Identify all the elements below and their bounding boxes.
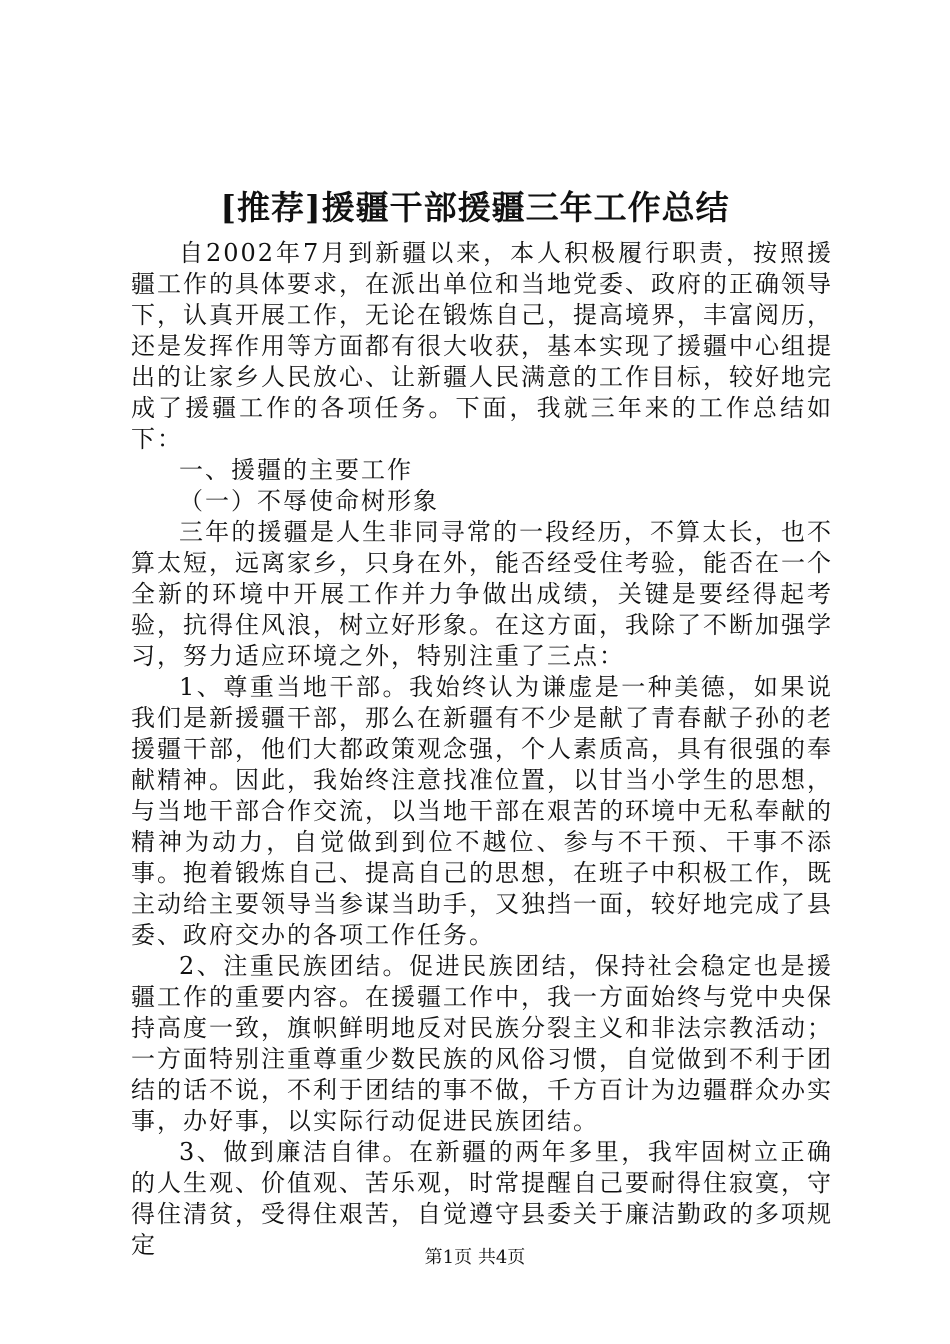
body-paragraph: 3、做到廉洁自律。在新疆的两年多里，我牢固树立正确的人生观、价值观、苦乐观，时常提醒自己要耐得住寂寞，守得住清贫，受得住艰苦，自觉遵守县委关于廉洁勤政的多项规定 (131, 1138, 833, 1259)
subsection-heading: （一）不辱使命树形象 (179, 487, 439, 515)
body-paragraph: 2、注重民族团结。促进民族团结，保持社会稳定也是援疆工作的重要内容。在援疆工作中，我一方面始终与党中央保持高度一致，旗帜鲜明地反对民族分裂主义和非法宗教活动；一方面特别注重尊重少数民族的风俗习惯，自觉做到不利于团结的话不说，不利于团结的事不做，千方百计为边疆群众办实事，办好事，以实际行动促进民族团结。 (131, 952, 833, 1135)
section-heading: 一、援疆的主要工作 (179, 456, 413, 484)
page-footer: 第1页 共4页 (424, 1247, 526, 1268)
document-body (131, 238, 833, 1261)
intro-paragraph: 自2002年7月到新疆以来，本人积极履行职责，按照援疆工作的具体要求，在派出单位和当地党委、政府的正确领导下，认真开展工作，无论在锻炼自己，提高境界，丰富阅历，还是发挥作用等方面都有很大收获，基本实现了援疆中心组提出的让家乡人民放心、让新疆人民满意的工作目标，较好地完成了援疆工作的各项任务。下面，我就三年来的工作总结如下： (131, 239, 833, 453)
document-title: [推荐]援疆干部援疆三年工作总结 (220, 188, 730, 227)
body-paragraph: 三年的援疆是人生非同寻常的一段经历，不算太长，也不算太短，远离家乡，只身在外，能否经受住考验，能否在一个全新的环境中开展工作并力争做出成绩，关键是要经得起考验，抗得住风浪，树立好形象。在这方面，我除了不断加强学习，努力适应环境之外，特别注重了三点： (131, 518, 833, 670)
body-paragraph: 1、尊重当地干部。我始终认为谦虚是一种美德，如果说我们是新援疆干部，那么在新疆有不少是献了青春献子孙的老援疆干部，他们大都政策观念强，个人素质高，具有很强的奉献精神。因此，我始终注意找准位置，以甘当小学生的思想，与当地干部合作交流，以当地干部在艰苦的环境中无私奉献的精神为动力，自觉做到到位不越位、参与不干预、干事不添事。抱着锻炼自己、提高自己的思想，在班子中积极工作，既主动给主要领导当参谋当助手，又独挡一面，较好地完成了县委、政府交办的各项工作任务。 (131, 673, 833, 949)
